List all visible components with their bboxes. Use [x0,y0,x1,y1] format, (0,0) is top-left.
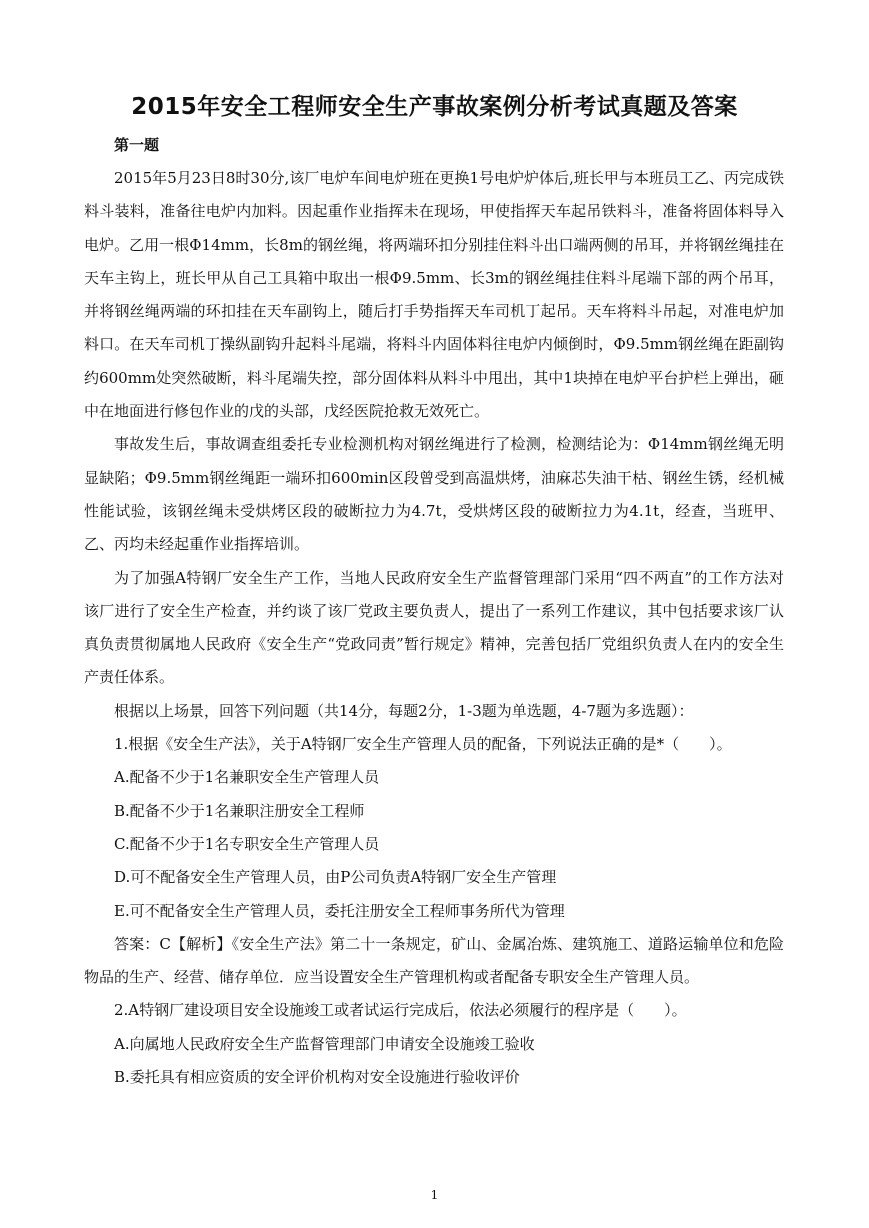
question-2-option-a: A.向属地人民政府安全生产监督管理部门申请安全设施竣工验收 [114,1034,535,1053]
question-2: 2.A特钢厂建设项目安全设施竣工或者试运行完成后，依法必须履行的程序是（ ）。 [114,1001,687,1020]
question-1-option-e: E.可不配备安全生产管理人员，委托注册安全工程师事务所代为管理 [114,901,565,920]
instructions-paragraph: 根据以上场景，回答下列问题（共14分，每题2分，1-3题为单选题，4-7题为多选题）： [114,701,694,720]
inspection-paragraph: 为了加强A特钢厂安全生产工作，当地人民政府安全生产监督管理部门采用“四不两直”的工作方法对该厂进行了安全生产检查，并约谈了该厂党政主要负责人，提出了一系列工作建议，其中包括要求该厂认真负责贯彻属地人民政府《安全生产“党政同责”暂行规定》精神，完善包括厂党组织负责人在内的安全生产责任体系。 [84,568,784,687]
page-number: 1 [430,1188,439,1202]
question-1-option-c: C.配备不少于1名专职安全生产管理人员 [114,834,380,853]
question-1-option-d: D.可不配备安全生产管理人员，由P公司负责A特钢厂安全生产管理 [114,868,557,887]
document-body [84,162,784,1094]
case-scenario-paragraph: 2015年5月23日8时30分,该厂电炉车间电炉班在更换1号电炉炉体后,班长甲与本班员工乙、丙完成铁料斗装料，准备往电炉内加料。因起重作业指挥未在现场，甲使指挥天车起吊铁料斗，准备将固体料导入电炉。乙用一根Φ14mm，长8m的钢丝绳，将两端环扣分别挂住料斗出口端两侧的吊耳，并将钢丝绳挂在天车主钩上，班长甲从自己工具箱中取出一根Φ9.5mm、长3m的钢丝绳挂住料斗尾端下部的两个吊耳，并将钢丝绳两端的环扣挂在天车副钩上，随后打手势指挥天车司机丁起吊。天车将料斗吊起，对准电炉加料口。在天车司机丁操纵副钩升起料斗尾端，将料斗内固体料往电炉内倾倒时，Φ9.5mm钢丝绳在距副钩约600mm处突然破断，料斗尾端失控，部分固体料从料斗中甩出，其中1块掉在电炉平台护栏上弹出，砸中在地面进行修包作业的戊的头部，戊经医院抢救无效死亡。 [84,169,784,421]
question-1: 1.根据《安全生产法》，关于A特钢厂安全生产管理人员的配备，下列说法正确的是*（ ）。 [114,735,732,754]
question-1-option-a: A.配备不少于1名兼职安全生产管理人员 [114,768,380,787]
question-1-option-b: B.配备不少于1名兼职注册安全工程师 [114,801,365,820]
section-heading: 第一题 [114,136,160,154]
investigation-paragraph: 事故发生后，事故调查组委托专业检测机构对钢丝绳进行了检测，检测结论为：Φ14mm钢丝绳无明显缺陷；Φ9.5mm钢丝绳距一端环扣600min区段曾受到高温烘烤，油麻芯失油干枯、钢丝生锈，经机械性能试验，该钢丝绳未受烘烤区段的破断拉力为4.7t，受烘烤区段的破断拉力为4.1t，经查，当班甲、乙、丙均未经起重作业指挥培训。 [84,435,784,554]
question-2-option-b: B.委托具有相应资质的安全评价机构对安全设施进行验收评价 [114,1068,520,1087]
question-1-answer: 答案：C【解析】《安全生产法》第二十一条规定，矿山、金属冶炼、建筑施工、道路运输单位和危险物品的生产、经营、储存单位．应当设置安全生产管理机构或者配备专职安全生产管理人员。 [84,934,784,987]
document-title: 2015年安全工程师安全生产事故案例分析考试真题及答案 [131,94,738,120]
